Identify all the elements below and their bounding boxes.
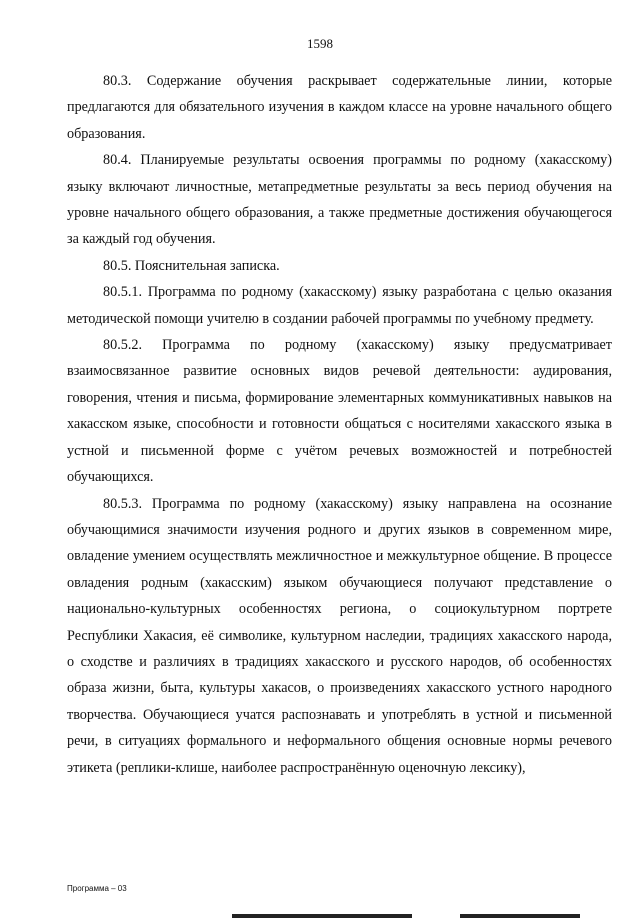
scan-border-mark <box>232 914 412 918</box>
paragraph-80-5: 80.5. Пояснительная записка. <box>103 257 280 274</box>
scan-border-mark <box>460 914 580 918</box>
paragraph-80-5-2: 80.5.2. Программа по родному (хакасскому) языку предусматривает взаимосвязанное развитие основных видов речевой деятельности: аудирования, говорения, чтения и письма, формирование элементарных коммуникативных навыков на хакасском языке, способности и готовности общаться с носителями хакасского языка в устной и письменной форме с учётом речевых возможностей и потребностей обучающихся. <box>67 337 612 486</box>
footer-label: Программа – 03 <box>67 884 127 893</box>
paragraph-80-5-3: 80.5.3. Программа по родному (хакасскому) языку направлена на осознание обучающимися значимости изучения родного и других языков в современном мире, овладение умением осуществлять межличностное и межкультурное общение. В процессе овладения родным (хакасским) языком обучающиеся получают представление о национально-культурных особенностях региона, о социокультурном портрете Республики Хакасия, её символике, культурном наследии, традициях хакасского народа, о сходстве и различиях в традициях хакасского и русского народов, об особенностях образа жизни, быта, культуры хакасов, о произведениях хакасского устного народного творчества. Обучающиеся учатся распознавать и употреблять в устной и письменной речи, в ситуациях формального и неформального общения основные нормы речевого этикета (реплики-клише, наиболее распространённую оценочную лексику), <box>67 495 612 776</box>
paragraph-80-5-1: 80.5.1. Программа по родному (хакасскому) языку разработана с целью оказания методической помощи учителю в создании рабочей программы по учебному предмету. <box>67 284 612 327</box>
document-body <box>67 68 612 781</box>
paragraph-80-3: 80.3. Содержание обучения раскрывает содержательные линии, которые предлагаются для обязательного изучения в каждом классе на уровне начального общего образования. <box>67 73 612 142</box>
paragraph-80-4: 80.4. Планируемые результаты освоения программы по родному (хакасскому) языку включают личностные, метапредметные результаты за весь период обучения на уровне начального общего образования, а также предметные достижения обучающегося за каждый год обучения. <box>67 152 612 248</box>
page-number: 1598 <box>307 36 333 51</box>
